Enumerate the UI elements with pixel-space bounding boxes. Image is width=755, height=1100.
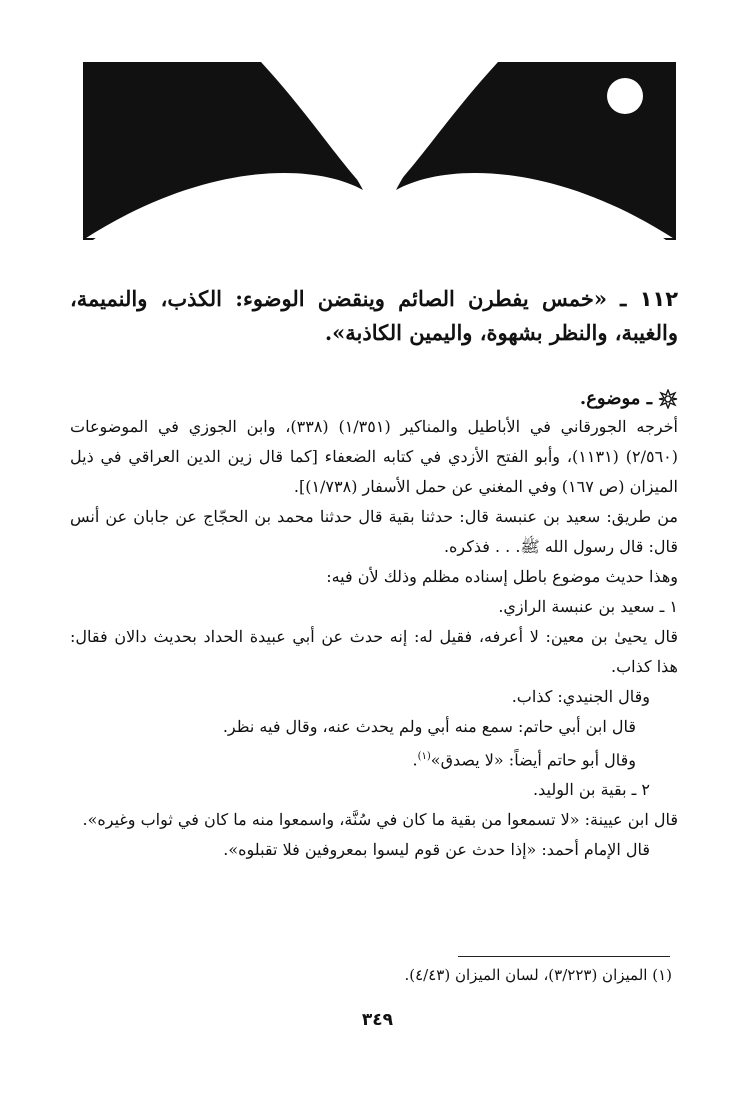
page-body (70, 282, 678, 865)
ibn-uyaynah-quote: قال ابن عيينة: «لا تسمعوا من بقية ما كان في سُنَّة، واسمعوا منه ما كان في ثواب وغيره». (82, 810, 678, 830)
night-sky-arch-illustration (83, 62, 676, 240)
svg-text:✱: ✱ (153, 129, 167, 148)
takhrij-paragraph: أخرجه الجورقاني في الأباطيل والمناكير (١/٣٥١) (٣٣٨)، وابن الجوزي في الموضوعات (٢/٥٦٠) (١١٣١)، وأبو الفتح الأزدي في كتابه الضعفاء [كما قال زين الدين العراقي في ذيل الميزان (ص ١٦٧) وفي المغني عن حمل الأسفار (١/٧٣٨)]. (70, 417, 678, 496)
svg-text:✱: ✱ (657, 149, 671, 168)
page-number: ٣٤٩ (361, 1010, 394, 1030)
hadith-number: ١١٢ (639, 287, 679, 311)
footnote-marker[interactable]: (١) (417, 751, 431, 762)
grade-text: ـ موضوع. (579, 388, 652, 409)
hadith-heading (70, 282, 678, 350)
judgement-paragraph: وهذا حديث موضوع باطل إسناده مظلم وذلك لأن فيه: (326, 567, 678, 586)
abu-hatim-text: وقال أبو حاتم أيضاً: «لا يصدق» (430, 750, 636, 770)
header-ornament (83, 62, 676, 240)
svg-text:✱: ✱ (95, 69, 109, 88)
ibn-abi-hatim-quote: قال ابن أبي حاتم: سمع منه أبي ولم يحدث عنه، وقال فيه نظر. (222, 717, 636, 736)
abu-hatim-quote (70, 742, 678, 775)
isnad-paragraph: من طريق: سعيد بن عنبسة قال: حدثنا بقية قال حدثنا محمد بن الحجّاج عن جابان عن أنس قال: قال رسول الله ﷺ. . . فذكره. (70, 507, 678, 556)
junaidi-quote: وقال الجنيدي: كذاب. (511, 687, 650, 706)
svg-text:✱: ✱ (183, 87, 197, 106)
svg-text:✱: ✱ (121, 107, 135, 126)
footnote: (١) الميزان (٣/٢٢٣)، لسان الميزان (٤/٤٣). (404, 966, 672, 984)
flower-icon (658, 389, 678, 409)
grade-line (70, 386, 678, 412)
imam-ahmad-quote: قال الإمام أحمد: «إذا حدث عن قوم ليسوا بمعروفين فلا تقبلوه». (223, 840, 650, 860)
svg-text:✱: ✱ (95, 95, 109, 114)
svg-text:✱: ✱ (91, 147, 105, 166)
svg-text:✱: ✱ (639, 71, 653, 90)
svg-text:✱: ✱ (655, 103, 669, 122)
svg-text:✱: ✱ (645, 195, 659, 214)
footnote-divider (458, 956, 670, 957)
svg-text:✱: ✱ (135, 73, 149, 92)
svg-text:✱: ✱ (159, 97, 173, 116)
narrator-2-heading: ٢ ـ بقية بن الوليد. (533, 780, 650, 800)
ibn-maeen-quote: قال يحيىٰ بن معين: لا أعرفه، فقيل له: إنه حدث عن أبي عبيدة الحداد بحديث دالان فقال: هذا كذاب. (70, 627, 678, 676)
abu-hatim-end: . (412, 750, 418, 770)
narrator-1-heading: ١ ـ سعيد بن عنبسة الرازي. (498, 597, 678, 616)
hadith-text: ـ «خمس يفطرن الصائم وينقضن الوضوء: الكذب، والنميمة، والغيبة، والنظر بشهوة، واليمين الكاذبة». (70, 286, 678, 345)
svg-text:✱: ✱ (627, 173, 641, 192)
